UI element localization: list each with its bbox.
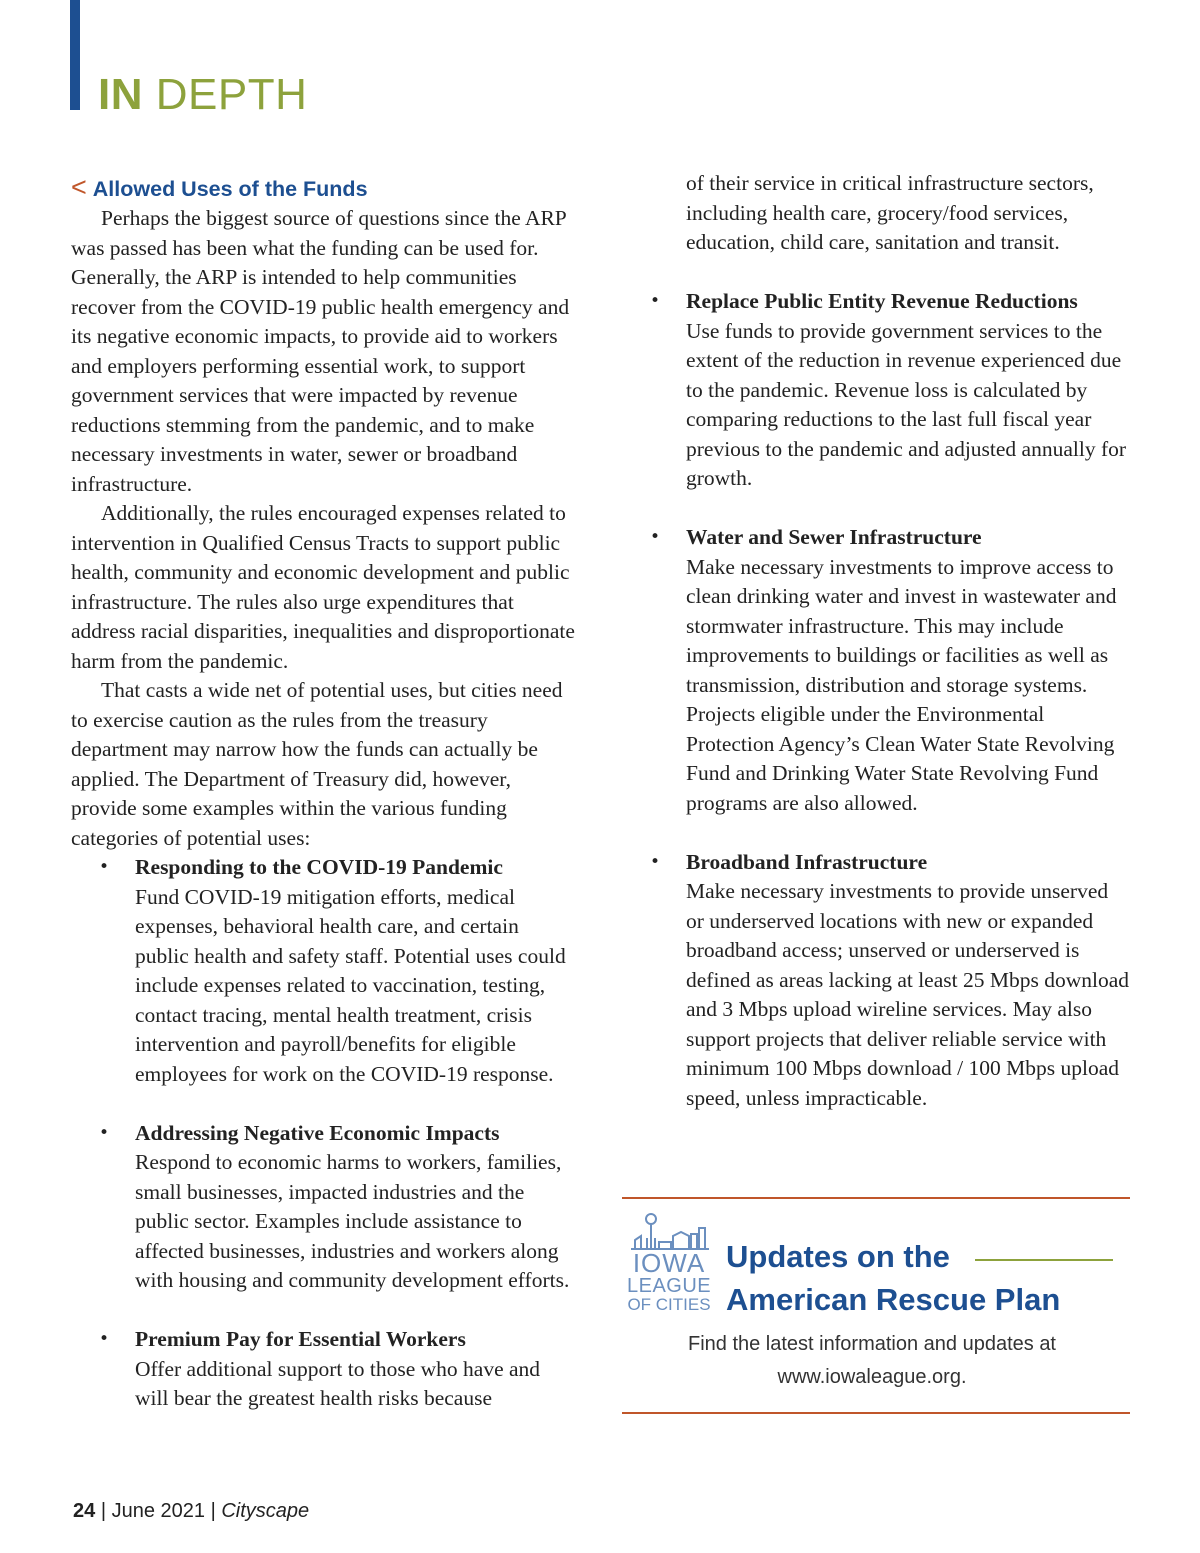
uses-list-left [71, 853, 576, 1414]
list-item [71, 853, 576, 1089]
page-number: 24 [73, 1500, 96, 1522]
magazine-name: Cityscape [221, 1500, 310, 1522]
page-footer [73, 1497, 309, 1525]
logo-text-cities: OF CITIES [627, 1295, 711, 1314]
bullet-body: Make necessary investments to provide unserved or underserved locations with new or expanded broadband access; unserved or underserved is defined as areas lacking at least 25 Mbps download and 3 Mbps upload wireline services. May also support projects that deliver reliable service with minimum 100 Mbps download / 100 Mbps upload speed, unless impracticable. [686, 879, 1130, 1110]
bullet-icon: • [650, 851, 661, 872]
list-item [71, 1119, 576, 1296]
ad-info-text: Find the latest information and updates at [687, 1333, 1056, 1355]
section-header [98, 70, 307, 120]
chevron-left-icon: < [71, 172, 87, 202]
bullet-icon: • [99, 1329, 110, 1349]
section-header-rest: DEPTH [155, 70, 308, 119]
bullet-continuation: of their service in critical infrastructure sectors, including health care, grocery/food services, education, child care, sanitation and transit. [686, 171, 1094, 254]
article-paragraph: That casts a wide net of potential uses, but cities need to exercise caution as the rules from the treasury department may narrow how the funds can actually be applied. The Department of Treasury did, however, provide some examples within the various funding categories of potential uses: [71, 678, 563, 850]
bullet-body: Fund COVID-19 mitigation efforts, medical expenses, behavioral health care, and certain public health and safety staff. Potential uses could include expenses related to vaccination, testing, contact tracing, mental health treatment, crisis intervention and payroll/benefits for eligible employees for work on the COVID-19 response. [135, 884, 566, 1086]
section-header-bold: IN [98, 70, 143, 119]
article-paragraph: Additionally, the rules encouraged expenses related to intervention in Qualified Census Tracts to support public health, community and economic development and public infrastructure. The rules also urge expenditures that address racial disparities, inequalities and disproportionate harm from the pandemic. [71, 501, 575, 673]
bullet-body: Make necessary investments to improve access to clean drinking water and invest in wastewater and stormwater infrastructure. This may include improvements to buildings or facilities as well as transmission, distribution and storage systems. Projects eligible under the Environmental Protection Agency’s Clean Water State Revolving Fund and Drinking Water State Revolving Fund programs are also allowed. [686, 554, 1117, 815]
article-subheading-text: Allowed Uses of the Funds [92, 177, 368, 201]
logo-text-league: LEAGUE [627, 1275, 712, 1297]
bullet-title: Premium Pay for Essential Workers [135, 1327, 466, 1351]
list-item [650, 287, 1130, 494]
list-item [650, 848, 1130, 1114]
iowa-league-logo [627, 1212, 711, 1320]
footer-separator: | [210, 1500, 216, 1522]
ad-website-link[interactable]: www.iowaleague.org. [777, 1366, 967, 1388]
bullet-icon: • [650, 291, 661, 311]
bullet-body: Offer additional support to those who have and will bear the greatest health risks because [135, 1356, 541, 1410]
bullet-title: Replace Public Entity Revenue Reductions [686, 289, 1078, 313]
bullet-icon: • [99, 857, 110, 877]
article-subheading [71, 172, 576, 204]
ad-divider-top [622, 1197, 1130, 1199]
bullet-title: Addressing Negative Economic Impacts [135, 1120, 500, 1145]
ad-title-rule [975, 1259, 1113, 1261]
article-column-left [71, 172, 576, 1414]
article-column-right [650, 169, 1130, 1113]
ad-title-line2: American Rescue Plan [726, 1282, 1061, 1317]
bullet-body: Respond to economic harms to workers, families, small businesses, impacted industries and the public sector. Examples include assistance to affected businesses, industries and workers along with housing and community development efforts. [135, 1150, 570, 1292]
bullet-body: Use funds to provide government services to the extent of the reduction in revenue experienced due to the pandemic. Revenue loss is calculated by comparing reductions to the last full fiscal year previous to the pandemic and adjusted annually for growth. [686, 318, 1127, 490]
section-accent-bar [70, 0, 80, 110]
footer-separator: | [100, 1500, 107, 1522]
list-item [71, 1325, 576, 1414]
logo-text-iowa: IOWA [632, 1248, 706, 1278]
bullet-icon: • [650, 527, 661, 547]
article-paragraph: Perhaps the biggest source of questions since the ARP was passed has been what the funding can be used for. Generally, the ARP is intended to help communities recover from the COVID-19 public health emergency and its negative economic impacts, to provide aid to workers and employers performing essential work, to support government services that were impacted by revenue reductions stemming from the pandemic, and to make necessary investments in water, sewer or broadband infrastructure. [71, 206, 570, 496]
uses-list-right [650, 287, 1130, 1113]
skyline-icon [631, 1212, 709, 1250]
bullet-title: Water and Sewer Infrastructure [686, 525, 982, 549]
bullet-icon: • [99, 1122, 110, 1143]
issue-date: June 2021 [111, 1500, 205, 1522]
bullet-title: Responding to the COVID-19 Pandemic [135, 855, 503, 879]
list-item [650, 523, 1130, 818]
ad-divider-bottom [622, 1412, 1130, 1414]
ad-title-line1: Updates on the [726, 1239, 950, 1274]
bullet-title: Broadband Infrastructure [686, 849, 928, 874]
